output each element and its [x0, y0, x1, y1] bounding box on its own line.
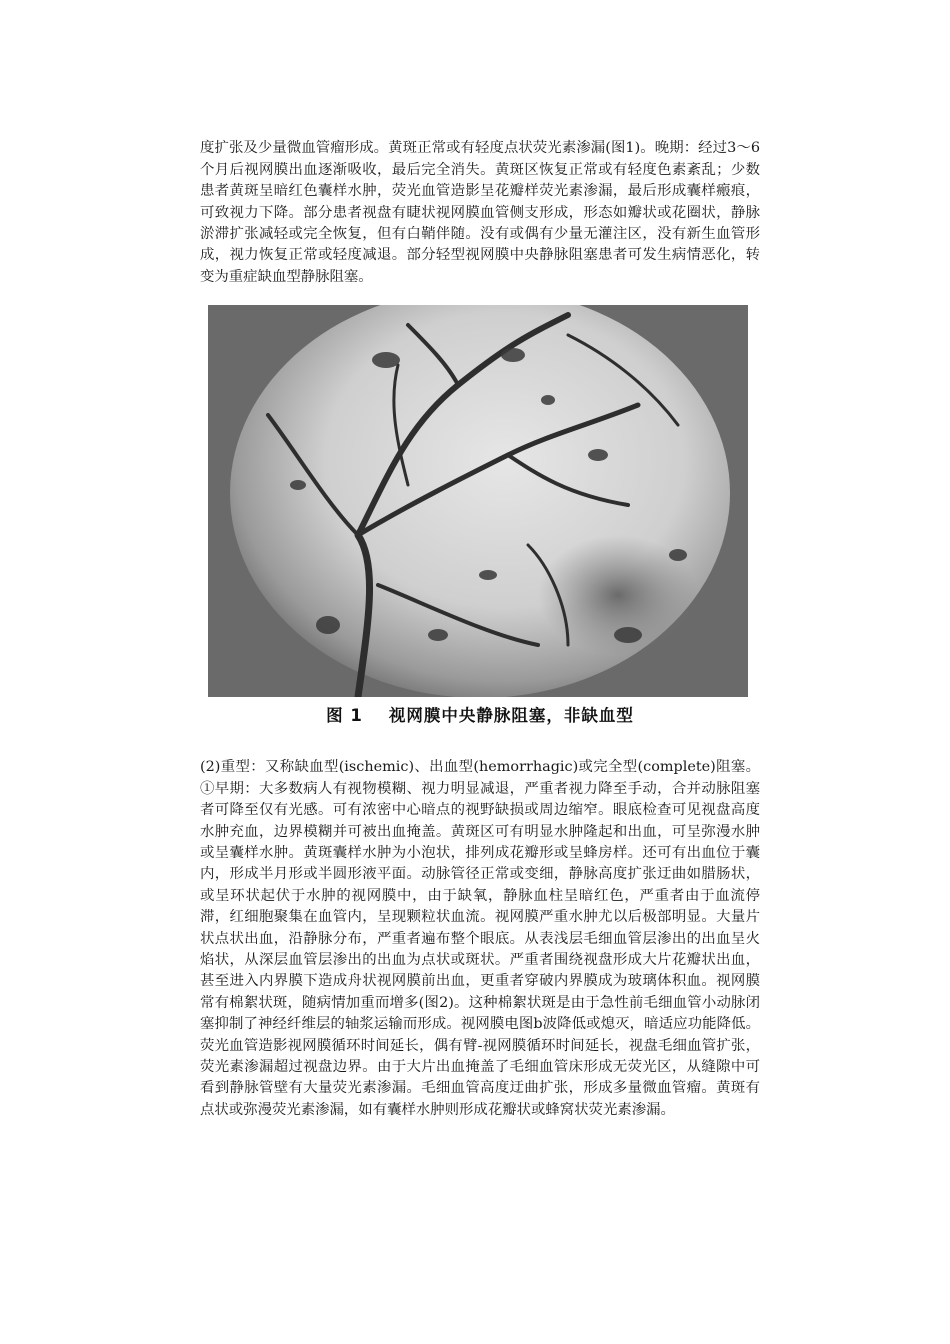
figure-caption-text: 视网膜中央静脉阻塞，非缺血型	[388, 706, 634, 725]
fundus-image	[208, 305, 748, 697]
figure-caption	[200, 702, 760, 726]
paragraph-1: 度扩张及少量微血管瘤形成。黄斑正常或有轻度点状荧光素渗漏(图1)。晚期：经过3～6个月后视网膜出血逐渐吸收，最后完全消失。黄斑区恢复正常或有轻度色素紊乱；少数患者黄斑呈暗红色囊样水肿，荧光血管造影呈花瓣样荧光素渗漏，最后形成囊样瘢痕，可致视力下降。部分患者视盘有睫状视网膜血管侧支形成，形态如瓣状或花圈状，静脉淤滞扩张减轻或完全恢复，但有白鞘伴随。没有或偶有少量无灌注区，没有新生血管形成，视力恢复正常或轻度减退。部分轻型视网膜中央静脉阻塞患者可发生病情恶化，转变为重症缺血型静脉阻塞。	[200, 140, 760, 285]
figure-number: 图 1	[326, 706, 363, 725]
paragraph-2: (2)重型：又称缺血型(ischemic)、出血型(hemorrhagic)或完全型(complete)阻塞。①早期：大多数病人有视物模糊、视力明显减退，严重者视力降至手动，合并动脉阻塞者可降至仅有光感。可有浓密中心暗点的视野缺损或周边缩窄。眼底检查可见视盘高度水肿充血，边界模糊并可被出血掩盖。黄斑区可有明显水肿隆起和出血，可呈弥漫水肿或呈囊样水肿。黄斑囊样水肿为小泡状，排列成花瓣形或呈蜂房样。还可有出血位于囊内，形成半月形或半圆形液平面。动脉管径正常或变细，静脉高度扩张迂曲如腊肠状，或呈环状起伏于水肿的视网膜中，由于缺氧，静脉血柱呈暗红色，严重者由于血流停滞，红细胞聚集在血管内，呈现颗粒状血流。视网膜严重水肿尤以后极部明显。大量片状点状出血，沿静脉分布，严重者遍布整个眼底。从表浅层毛细血管层渗出的出血呈火焰状，从深层血管层渗出的出血为点状或斑状。严重者围绕视盘形成大片花瓣状出血，甚至进入内界膜下造成舟状视网膜前出血，更重者穿破内界膜成为玻璃体积血。视网膜常有棉絮状斑，随病情加重而增多(图2)。这种棉絮状斑是由于急性前毛细血管小动脉闭塞抑制了神经纤维层的轴浆运输而形成。视网膜电图b波降低或熄灭，暗适应功能降低。荧光血管造影视网膜循环时间延长，偶有臂-视网膜循环时间延长，视盘毛细血管扩张，荧光素渗漏超过视盘边界。由于大片出血掩盖了毛细血管床形成无荧光区，从缝隙中可看到静脉管壁有大量荧光素渗漏。毛细血管高度迂曲扩张，形成多量微血管瘤。黄斑有点状或弥漫荧光素渗漏，如有囊样水肿则形成花瓣状或蜂窝状荧光素渗漏。	[200, 759, 760, 1118]
fundus-photograph	[208, 305, 748, 697]
